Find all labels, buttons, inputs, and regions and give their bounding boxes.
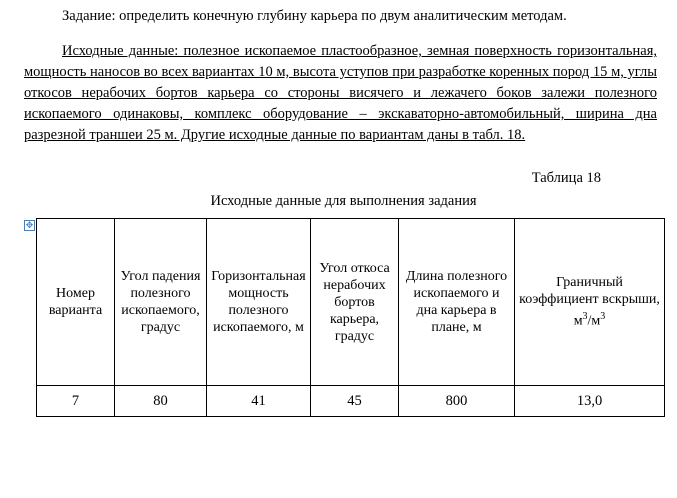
table-cell-length: 800 <box>399 386 515 417</box>
table-container <box>24 218 660 417</box>
table-header-cell-slope-angle: Угол откоса нерабочих бортов карьера, градус <box>311 219 399 386</box>
table-cell-slope-angle: 45 <box>311 386 399 417</box>
table-header-cell-horizontal-thickness: Горизонтальная мощность полезного ископаемого, м <box>207 219 311 386</box>
caption-spacer <box>24 146 657 160</box>
table-cell-horizontal-thickness: 41 <box>207 386 311 417</box>
table-cell-variant: 7 <box>37 386 115 417</box>
stripping-ratio-sup-2: 3 <box>600 311 606 323</box>
stripping-ratio-mid: /м <box>587 313 601 329</box>
table-row <box>37 386 665 417</box>
table-cell-dip-angle: 80 <box>115 386 207 417</box>
data-table <box>36 218 665 417</box>
stripping-ratio-sup-1: 3 <box>582 311 588 323</box>
table-header-cell-dip-angle: Угол падения полезного ископаемого, градус <box>115 219 207 386</box>
paragraph-initial-data: Исходные данные: полезное ископаемое пластообразное, земная поверхность горизонтальная, мощность наносов во всех вариантах 10 м, высота уступов при разработке коренных пород 15 м, углы откосов нерабочих бортов карьера со стороны висячего и лежачего боков залежи полезного ископаемого одинаковы, комплекс оборудование – экскаваторно-автомобильный, ширина дна разрезной траншеи 25 м. Другие исходные данные по вариантам даны в табл. 18. <box>24 43 657 143</box>
caption-spacer-2 <box>24 160 657 170</box>
paragraph-spacer <box>24 27 657 41</box>
table-header-cell-variant: Номер варианта <box>37 219 115 386</box>
table-header-row <box>37 219 665 386</box>
table-number-caption: Таблица 18 <box>531 170 601 186</box>
table-header-cell-length: Длина полезного ископаемого и дна карьера в плане, м <box>399 219 515 386</box>
table-header-cell-stripping-ratio <box>515 219 665 386</box>
table-title: Исходные данные для выполнения задания <box>210 193 477 209</box>
table-move-handle-icon[interactable]: ✥ <box>25 220 34 230</box>
stripping-ratio-text: Граничный коэффициент вскрыши, м <box>519 275 660 329</box>
paragraph-task: Задание: определить конечную глубину карьера по двум аналитическим методам. <box>62 8 567 24</box>
table-cell-stripping-ratio: 13,0 <box>515 386 665 417</box>
